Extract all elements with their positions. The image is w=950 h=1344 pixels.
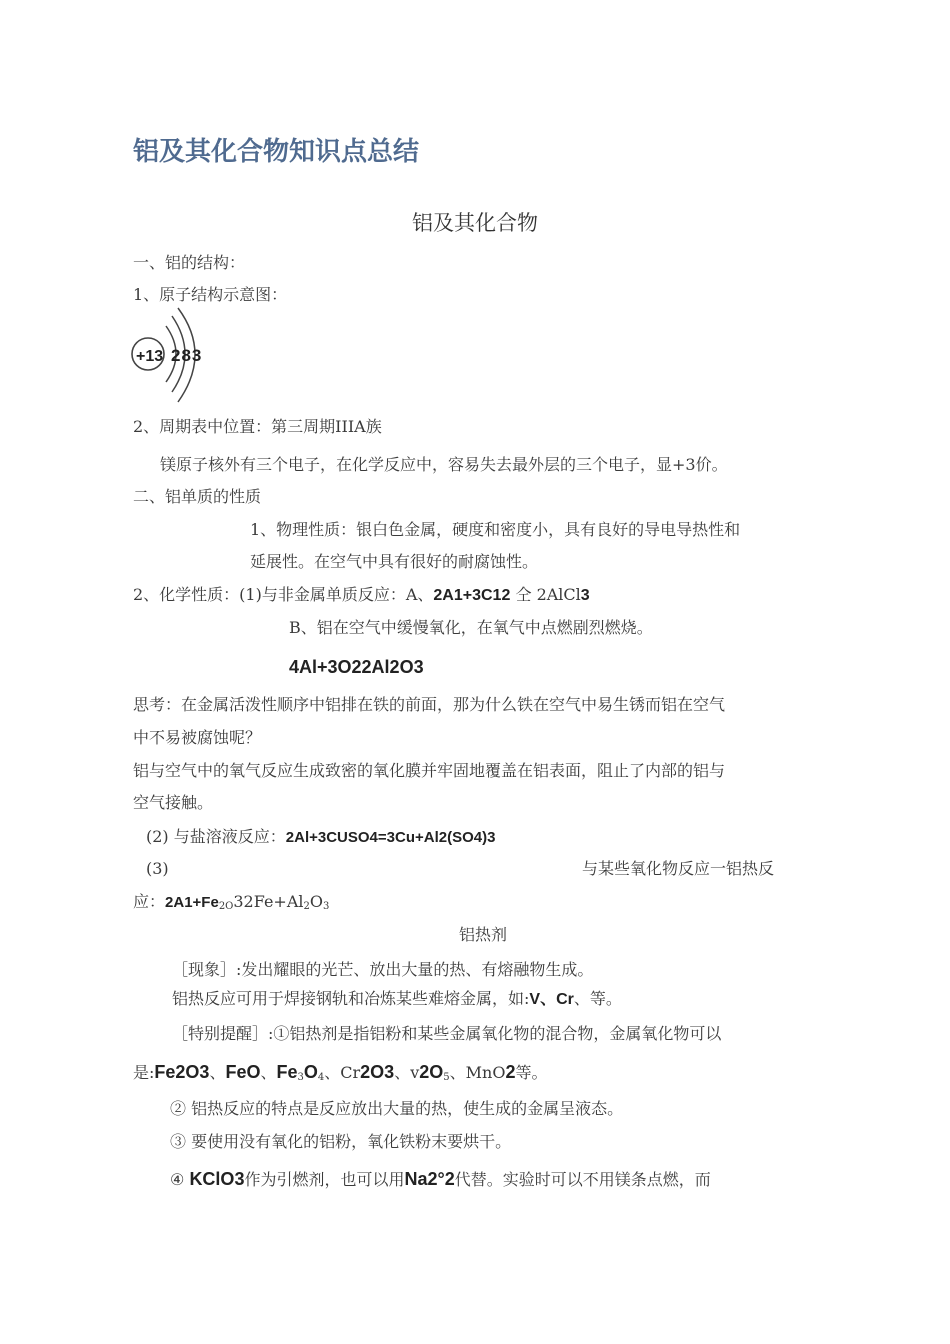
periodic-position: 2、周期表中位置：第三周期IIIA族 <box>133 417 382 436</box>
formula-na2o2: Na2°2 <box>404 1169 455 1189</box>
oxide-eq-a: 2A1+Fe <box>165 894 219 911</box>
phenomenon: ［现象］:发出耀眼的光芒、放出大量的热、有熔融物生成。 <box>172 960 594 979</box>
oxide-reaction-right: 与某些氧化物反应一铝热反 <box>582 859 775 878</box>
salt-equation: 2Al+3CUSO4=3Cu+Al2(SO4)3 <box>285 829 496 846</box>
tip-line-3: ② 铝热反应的特点是反应放出大量的热，使生成的金属呈液态。 <box>170 1099 624 1118</box>
chemical-equation-b: 4Al+3O22Al2O3 <box>289 657 424 677</box>
tip-line-1: ［特别提醒］:①铝热剂是指铝粉和某些金属氧化物的混合物，金属氧化物可以 <box>172 1024 722 1043</box>
formula-cr2o3: 2O3 <box>360 1062 395 1082</box>
formula-fe3o4-a: Fe <box>276 1062 298 1082</box>
physical-properties-line-1: 1、物理性质：银白色金属，硬度和密度小，具有良好的导电导热性和 <box>250 520 741 539</box>
tip2-end: 等。 <box>515 1063 548 1082</box>
chem-a-prefix: 2、化学性质：(1)与非金属单质反应：A、 <box>133 585 434 604</box>
oxide-eq-e: O <box>309 892 324 911</box>
tip5-end: 代替。实验时可以不用镁条点燃，而 <box>454 1170 711 1189</box>
sep-1: 、 <box>209 1063 226 1082</box>
chem-a-product: 2AlCl <box>536 585 581 604</box>
chem-a-equation: 2A1+3C12 <box>433 587 511 604</box>
formula-fe2o3: Fe2O3 <box>154 1062 210 1082</box>
sep-2: 、 <box>260 1063 277 1082</box>
chem-a-subscript: 3 <box>580 587 590 604</box>
answer-line-1: 铝与空气中的氧气反应生成致密的氧化膜并牢固地覆盖在铝表面，阻止了内部的铝与 <box>133 761 726 780</box>
tip2-prefix: 是: <box>133 1063 155 1082</box>
salt-label: (2) 与盐溶液反应： <box>146 827 286 846</box>
chemical-properties-a <box>133 584 590 607</box>
formula-mno2: 2 <box>505 1062 516 1082</box>
sep-3: 、Cr <box>324 1063 361 1082</box>
atomic-structure-label: 1、原子结构示意图： <box>133 285 288 304</box>
formula-v2o5-b: 5 <box>443 1072 450 1083</box>
tip-line-2 <box>133 1061 547 1084</box>
tip-line-5 <box>170 1168 711 1191</box>
tip5-mid: 作为引燃剂，也可以用 <box>244 1170 405 1189</box>
usage-metals: V、Cr <box>529 991 574 1008</box>
oxide-reaction-equation <box>133 891 329 914</box>
salt-reaction <box>146 826 495 849</box>
formula-feo: FeO <box>225 1062 261 1082</box>
answer-line-2: 空气接触。 <box>133 793 214 812</box>
thermite-title: 铝热剂 <box>459 925 508 944</box>
section-1-heading: 一、铝的结构： <box>133 253 246 272</box>
formula-fe3o4-b: 3 <box>297 1072 304 1083</box>
section-2-heading: 二、铝单质的性质 <box>133 487 262 506</box>
formula-fe3o4-c: O <box>303 1062 318 1082</box>
tip5-prefix: ④ <box>170 1170 190 1189</box>
chemical-properties-b: B、铝在空气中缓慢氧化，在氧气中点燃剧烈燃烧。 <box>289 618 653 637</box>
oxide-eq-c: 32Fe+Al <box>233 892 304 911</box>
oxide-eq-f: 3 <box>323 901 330 912</box>
oxide-reaction-number: (3) <box>146 859 169 878</box>
usage-end: 、等。 <box>573 989 622 1008</box>
usage-text: 铝热反应可用于焊接钢轨和冶炼某些难熔金属，如: <box>172 989 530 1008</box>
section-heading: 铝及其化合物 <box>412 211 538 235</box>
formula-kclo3: KClO3 <box>189 1169 245 1189</box>
sep-5: 、MnO <box>449 1063 506 1082</box>
chem-a-mid: 仝 <box>515 585 532 604</box>
oxide-left: 应： <box>133 892 166 911</box>
think-line-2: 中不易被腐蚀呢？ <box>133 728 262 747</box>
formula-fe3o4-d: 4 <box>317 1072 325 1083</box>
think-line-1: 思考：在金属活泼性顺序中铝排在铁的前面，那为什么铁在空气中易生锈而铝在空气 <box>133 695 726 714</box>
electron-description: 镁原子核外有三个电子，在化学反应中，容易失去最外层的三个电子，显+3价。 <box>160 455 728 474</box>
thermite-usage <box>172 988 622 1011</box>
sep-4: 、v <box>394 1063 420 1082</box>
oxide-eq-d: 2 <box>303 901 310 912</box>
atom-nucleus: +13 <box>136 348 164 365</box>
physical-properties-line-2: 延展性。在空气中具有很好的耐腐蚀性。 <box>250 552 539 571</box>
atom-structure-diagram <box>128 306 218 406</box>
tip-line-4: ③ 要使用没有氧化的铝粉，氧化铁粉末要烘干。 <box>170 1132 512 1151</box>
formula-v2o5-a: 2O <box>419 1062 444 1082</box>
atom-shells: 283 <box>171 346 203 365</box>
oxide-eq-b: 2O <box>218 901 234 912</box>
document-title: 铝及其化合物知识点总结 <box>133 137 420 167</box>
